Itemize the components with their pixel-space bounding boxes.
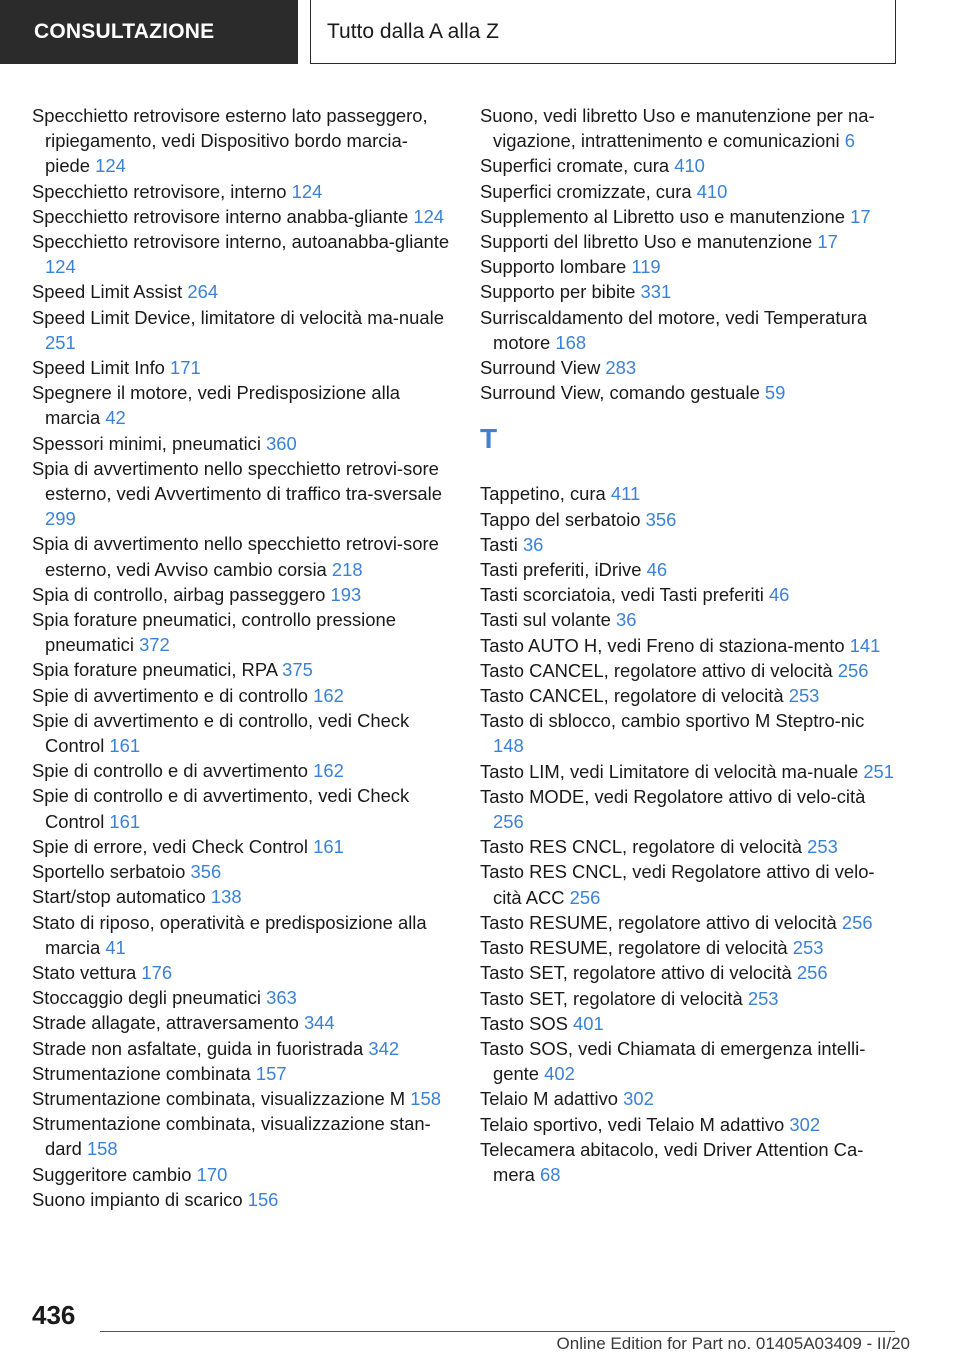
page-reference-link[interactable]: 256 xyxy=(841,911,873,933)
page-reference-link[interactable]: 193 xyxy=(330,583,362,605)
index-group-s xyxy=(480,103,900,405)
index-entry xyxy=(32,1010,452,1035)
index-entry-text: Spia di avvertimento nello specchietto retrovi-sore esterno, vedi Avviso cambio corsia xyxy=(32,533,439,580)
index-entry xyxy=(480,179,900,204)
page-reference-link[interactable]: 156 xyxy=(247,1188,279,1210)
index-entry xyxy=(32,859,452,884)
index-entry xyxy=(480,935,900,960)
index-entry xyxy=(480,557,900,582)
index-entry-text: Spia forature pneumatici, RPA xyxy=(32,659,277,681)
index-entry-text: Tasto RESUME, regolatore attivo di velocità xyxy=(480,911,837,933)
page-reference-link[interactable]: 256 xyxy=(569,886,601,908)
page-reference-link[interactable]: 171 xyxy=(170,357,201,379)
index-entry xyxy=(480,658,900,683)
index-entry xyxy=(480,355,900,380)
index-entry xyxy=(480,229,900,254)
index-entry xyxy=(32,204,452,229)
index-entry xyxy=(480,582,900,607)
index-entry-text: Tasto CANCEL, regolatore di velocità xyxy=(480,685,784,707)
index-entry xyxy=(32,1111,452,1161)
index-entry-text: Surround View xyxy=(480,357,601,379)
index-entry xyxy=(32,985,452,1010)
page-reference-link[interactable]: 161 xyxy=(109,735,141,757)
page-reference-link[interactable]: 168 xyxy=(555,331,587,353)
index-entry-text: Spie di controllo e di avvertimento, vedi Check Control xyxy=(32,785,410,832)
page-reference-link[interactable]: 119 xyxy=(631,256,661,278)
page-reference-link[interactable]: 218 xyxy=(331,558,363,580)
index-entry-text: Tasto SET, regolatore di velocità xyxy=(480,987,743,1009)
index-entry-text: Superfici cromate, cura xyxy=(480,155,670,177)
index-entry-text: Surriscaldamento del motore, vedi Temperatura motore xyxy=(480,306,868,353)
index-entry-text: Spessori minimi, pneumatici xyxy=(32,432,261,454)
index-entry xyxy=(480,960,900,985)
page-reference-link[interactable]: 253 xyxy=(792,937,824,959)
index-entry-text: Tasto SOS xyxy=(480,1012,568,1034)
index-entry xyxy=(32,1036,452,1061)
index-column-left xyxy=(32,103,452,1212)
page-reference-link[interactable]: 138 xyxy=(210,886,242,908)
index-entry-text: Tasti sul volante xyxy=(480,609,611,631)
index-entry-text: Tasto CANCEL, regolatore attivo di velocità xyxy=(480,659,833,681)
index-entry-text: Strumentazione combinata xyxy=(32,1062,251,1084)
page-reference-link[interactable]: 176 xyxy=(141,961,173,983)
page-reference-link[interactable]: 299 xyxy=(45,508,76,530)
index-entry xyxy=(480,103,900,153)
index-entry-text: Tappo del serbatoio xyxy=(480,508,641,530)
index-entry xyxy=(480,279,900,304)
page-reference-link[interactable]: 6 xyxy=(844,130,855,152)
page-reference-link[interactable]: 253 xyxy=(788,685,820,707)
index-entry xyxy=(480,784,900,834)
index-group-t xyxy=(480,481,900,1187)
page-reference-link[interactable]: 251 xyxy=(863,760,895,782)
index-entry-text: Strumentazione combinata, visualizzazione M xyxy=(32,1087,406,1109)
index-entry xyxy=(480,254,900,279)
index-entry xyxy=(32,456,452,532)
page-reference-link[interactable]: 302 xyxy=(623,1088,654,1110)
index-entry-text: Suono, vedi libretto Uso e manutenzione per na-vigazione, intrattenimento e comunicazioni xyxy=(480,105,875,152)
index-entry xyxy=(480,683,900,708)
index-entry xyxy=(32,783,452,833)
page-reference-link[interactable]: 148 xyxy=(493,735,524,757)
page-reference-link[interactable]: 157 xyxy=(255,1062,287,1084)
page-reference-link[interactable]: 356 xyxy=(645,508,677,530)
page-reference-link[interactable]: 124 xyxy=(291,180,323,202)
index-entry-text: Tasto MODE, vedi Regolatore attivo di velo-cità xyxy=(480,785,866,807)
index-entry-text: Supporto lombare xyxy=(480,256,627,278)
index-entry xyxy=(32,884,452,909)
index-entry xyxy=(32,229,452,279)
index-entry-text: Tasto RESUME, regolatore di velocità xyxy=(480,937,788,959)
footer-divider xyxy=(100,1331,895,1332)
index-entry-text: Telaio sportivo, vedi Telaio M adattivo xyxy=(480,1113,785,1135)
page-reference-link[interactable]: 264 xyxy=(187,281,219,303)
index-entry xyxy=(480,481,900,506)
index-entry xyxy=(480,507,900,532)
index-entry-text: Spie di avvertimento e di controllo xyxy=(32,684,309,706)
index-entry-text: Spie di errore, vedi Check Control xyxy=(32,835,308,857)
index-entry xyxy=(480,1086,900,1111)
index-entry xyxy=(480,834,900,859)
index-entry xyxy=(480,859,900,909)
chapter-title: Tutto dalla A alla Z xyxy=(310,0,896,64)
section-letter-t: T xyxy=(480,423,498,455)
index-entry xyxy=(32,355,452,380)
page-reference-link[interactable]: 372 xyxy=(139,634,170,656)
page-number: 436 xyxy=(32,1300,76,1330)
index-entry-text: Tasti scorciatoia, vedi Tasti preferiti xyxy=(480,584,764,606)
index-entry xyxy=(480,380,900,405)
page-reference-link[interactable]: 363 xyxy=(266,987,297,1009)
index-entry-text: Strumentazione combinata, visualizzazione stan-dard xyxy=(32,1113,431,1160)
page-reference-link[interactable]: 283 xyxy=(605,357,637,379)
index-entry-text: Supplemento al Libretto uso e manutenzione xyxy=(480,205,845,227)
index-entry-text: Suono impianto di scarico xyxy=(32,1188,243,1210)
index-entry-text: Tasto di sblocco, cambio sportivo M Steptro-nic xyxy=(480,710,865,732)
index-entry xyxy=(32,103,452,179)
index-entry-text: Tasti preferiti, iDrive xyxy=(480,559,642,581)
index-entry xyxy=(480,153,900,178)
index-entry xyxy=(480,1137,900,1187)
page-reference-link[interactable]: 17 xyxy=(817,231,838,253)
page-reference-link[interactable]: 331 xyxy=(640,281,672,303)
index-entry-text: Spia di avvertimento nello specchietto retrovi-sore esterno, vedi Avvertimento di traffico tra-sversale xyxy=(32,457,442,505)
index-entry-text: Surround View, comando gestuale xyxy=(480,382,760,404)
page-reference-link[interactable]: 375 xyxy=(282,659,313,681)
index-entry xyxy=(32,708,452,758)
index-entry-text: Supporti del libretto Uso e manutenzione xyxy=(480,231,813,253)
index-column-right xyxy=(480,103,900,1187)
page-reference-link[interactable]: 342 xyxy=(368,1037,400,1059)
index-entry-text: Specchietto retrovisore esterno lato passeggero, ripiegamento, vedi Dispositivo bordo marcia-piede xyxy=(32,105,428,177)
page-reference-link[interactable]: 124 xyxy=(95,155,126,177)
index-entry xyxy=(32,683,452,708)
index-entry xyxy=(32,582,452,607)
index-entry xyxy=(480,204,900,229)
index-entry-text: Stato vettura xyxy=(32,961,137,983)
index-entry xyxy=(480,633,900,658)
page-reference-link[interactable]: 402 xyxy=(544,1063,575,1085)
index-entry-text: Tasto AUTO H, vedi Freno di staziona-mento xyxy=(480,634,845,656)
index-entry xyxy=(32,305,452,355)
page-reference-link[interactable]: 158 xyxy=(86,1138,118,1160)
index-entry-text: Specchietto retrovisore interno, autoanabba-gliante xyxy=(32,231,450,253)
index-entry-text: Suggeritore cambio xyxy=(32,1163,192,1185)
page-reference-link[interactable]: 256 xyxy=(837,659,869,681)
index-entry-text: Tasto LIM, vedi Limitatore di velocità ma-nuale xyxy=(480,760,859,782)
index-entry-text: Supporto per bibite xyxy=(480,281,636,303)
page-reference-link[interactable]: 256 xyxy=(493,811,524,833)
index-entry-text: Tasti xyxy=(480,533,518,555)
index-entry-text: Stoccaggio degli pneumatici xyxy=(32,987,262,1009)
page-reference-link[interactable]: 411 xyxy=(610,483,641,505)
page-reference-link[interactable]: 124 xyxy=(413,205,445,227)
index-entry xyxy=(32,1086,452,1111)
index-entry xyxy=(32,834,452,859)
index-entry-text: Telecamera abitacolo, vedi Driver Attention Ca-mera xyxy=(480,1138,864,1185)
page-reference-link[interactable]: 410 xyxy=(696,180,728,202)
page-reference-link[interactable]: 17 xyxy=(850,205,871,227)
page-reference-link[interactable]: 253 xyxy=(807,836,838,858)
index-entry xyxy=(32,758,452,783)
index-entry xyxy=(480,759,900,784)
index-entry xyxy=(480,986,900,1011)
index-entry-text: Tasto RES CNCL, regolatore di velocità xyxy=(480,836,802,858)
index-entry xyxy=(480,1036,900,1086)
index-entry xyxy=(32,657,452,682)
page-reference-link[interactable]: 36 xyxy=(522,533,544,555)
index-entry xyxy=(480,532,900,557)
index-entry-text: Strade allagate, attraversamento xyxy=(32,1012,299,1034)
index-entry xyxy=(32,531,452,581)
index-entry xyxy=(32,431,452,456)
index-entry-text: Tasto SOS, vedi Chiamata di emergenza intelli-gente xyxy=(480,1037,866,1085)
index-entry xyxy=(32,960,452,985)
index-entry xyxy=(32,1162,452,1187)
index-entry xyxy=(480,607,900,632)
index-entry xyxy=(480,1112,900,1137)
index-entry-text: Start/stop automatico xyxy=(32,886,206,908)
section-title: CONSULTAZIONE xyxy=(0,0,298,64)
page-header xyxy=(0,0,960,66)
page-reference-link[interactable]: 251 xyxy=(45,331,76,353)
index-entry xyxy=(480,305,900,355)
page-reference-link[interactable]: 253 xyxy=(747,987,779,1009)
index-entry-text: Spie di controllo e di avvertimento xyxy=(32,760,309,782)
index-entry-text: Tasto RES CNCL, vedi Regolatore attivo di velo-cità ACC xyxy=(480,861,875,908)
page-reference-link[interactable]: 256 xyxy=(796,962,828,984)
page-reference-link[interactable]: 59 xyxy=(764,382,786,404)
page-reference-link[interactable]: 410 xyxy=(674,155,705,177)
index-entry-text: Specchietto retrovisore, interno xyxy=(32,180,287,202)
index-entry-text: Spia di controllo, airbag passeggero xyxy=(32,583,326,605)
page-reference-link[interactable]: 161 xyxy=(109,810,141,832)
index-entry-text: Strade non asfaltate, guida in fuoristrada xyxy=(32,1037,364,1059)
index-entry-text: Superfici cromizzate, cura xyxy=(480,180,692,202)
index-entry-text: Speed Limit Device, limitatore di velocità ma-nuale xyxy=(32,306,444,328)
index-entry-text: Stato di riposo, operatività e predisposizione alla marcia xyxy=(32,911,427,958)
page-reference-link[interactable]: 356 xyxy=(190,861,222,883)
index-entry xyxy=(32,910,452,960)
page-reference-link[interactable]: 46 xyxy=(768,584,790,606)
page-reference-link[interactable]: 344 xyxy=(303,1012,335,1034)
index-entry-text: Tasto SET, regolatore attivo di velocità xyxy=(480,962,792,984)
index-entry-text: Specchietto retrovisore interno anabba-gliante xyxy=(32,205,409,227)
index-entry-text: Telaio M adattivo xyxy=(480,1088,619,1110)
index-entry xyxy=(480,910,900,935)
index-entry xyxy=(32,607,452,657)
index-entry-text: Spie di avvertimento e di controllo, vedi Check Control xyxy=(32,709,410,757)
index-entry-text: Spia forature pneumatici, controllo pressione pneumatici xyxy=(32,609,396,656)
page-reference-link[interactable]: 46 xyxy=(646,559,668,581)
index-entry xyxy=(32,380,452,430)
page-reference-link[interactable]: 36 xyxy=(615,609,637,631)
index-entry xyxy=(32,279,452,304)
page-reference-link[interactable]: 161 xyxy=(313,835,344,857)
index-entry xyxy=(480,1011,900,1036)
page-reference-link[interactable]: 170 xyxy=(196,1163,228,1185)
page-reference-link[interactable]: 401 xyxy=(573,1012,604,1034)
index-entry-text: Speed Limit Assist xyxy=(32,281,183,303)
page-reference-link[interactable]: 162 xyxy=(313,684,344,706)
index-entry xyxy=(480,708,900,758)
index-entry-text: Spegnere il motore, vedi Predisposizione alla marcia xyxy=(32,382,401,429)
index-entry-text: Tappetino, cura xyxy=(480,483,606,505)
footer-edition: Online Edition for Part no. 01405A03409 - II/20 xyxy=(556,1334,910,1353)
page-reference-link[interactable]: 360 xyxy=(266,432,297,454)
page-reference-link[interactable]: 41 xyxy=(105,936,126,958)
index-entry xyxy=(32,179,452,204)
index-entry-text: Speed Limit Info xyxy=(32,357,165,379)
page-reference-link[interactable]: 162 xyxy=(313,760,344,782)
page-reference-link[interactable]: 141 xyxy=(849,634,881,656)
index-entry-text: Sportello serbatoio xyxy=(32,861,186,883)
index-entry xyxy=(32,1187,452,1212)
page-reference-link[interactable]: 68 xyxy=(540,1163,561,1185)
page-reference-link[interactable]: 42 xyxy=(105,407,126,429)
page-reference-link[interactable]: 124 xyxy=(45,256,76,278)
page-reference-link[interactable]: 302 xyxy=(789,1113,821,1135)
page-reference-link[interactable]: 158 xyxy=(410,1087,441,1109)
index-entry xyxy=(32,1061,452,1086)
